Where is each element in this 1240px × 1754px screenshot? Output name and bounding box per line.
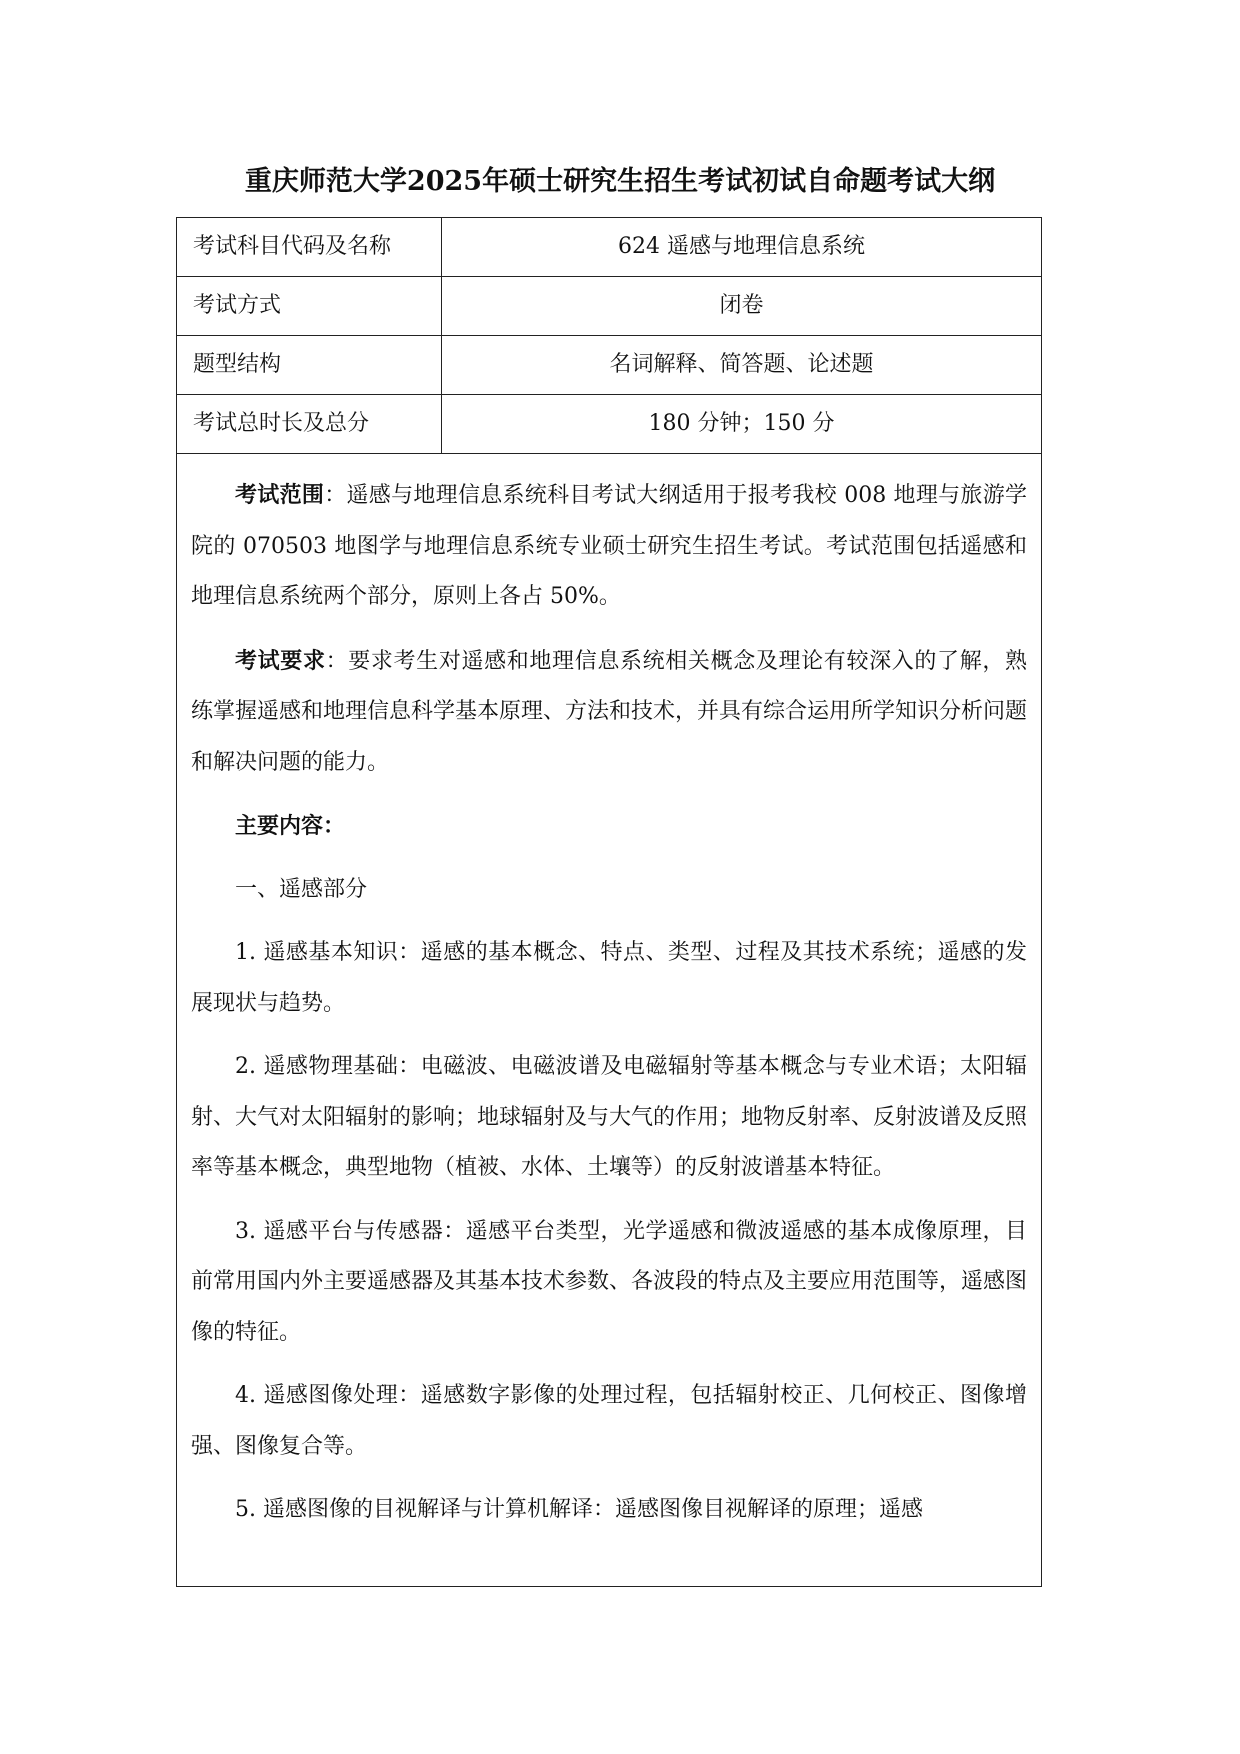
- list-item: 5. 遥感图像的目视解译与计算机解译：遥感图像目视解译的原理；遥感: [235, 1497, 923, 1522]
- row-label: 题型结构: [177, 336, 442, 395]
- table-row: [177, 277, 1041, 336]
- scope-label: 考试范围: [235, 482, 325, 508]
- exam-info-table: [177, 218, 1041, 454]
- table-row: [177, 218, 1041, 277]
- document-title: 重庆师范大学2025年硕士研究生招生考试初试自命题考试大纲: [244, 166, 996, 197]
- list-item: 3. 遥感平台与传感器：遥感平台类型，光学遥感和微波遥感的基本成像原理，目前常用国内外主要遥感器及其基本技术参数、各波段的特点及主要应用范围等，遥感图像的特征。: [191, 1218, 1028, 1345]
- scope-paragraph: [191, 470, 1027, 623]
- row-value: 624 遥感与地理信息系统: [442, 218, 1042, 277]
- row-value: 名词解释、简答题、论述题: [442, 336, 1042, 395]
- list-item: 4. 遥感图像处理：遥感数字影像的处理过程，包括辐射校正、几何校正、图像增强、图像复合等。: [191, 1383, 1027, 1459]
- row-value: 闭卷: [442, 277, 1042, 336]
- requirement-label: 考试要求: [235, 647, 326, 674]
- scope-text: ：遥感与地理信息系统科目考试大纲适用于报考我校 008 地理与旅游学院的 070503 地图学与地理信息系统专业硕士研究生招生考试。考试范围包括遥感和地理信息系统两个部分，原则上各占 50%。: [191, 483, 1027, 609]
- table-row: [177, 395, 1041, 454]
- list-item: 1. 遥感基本知识：遥感的基本概念、特点、类型、过程及其技术系统；遥感的发展现状与趋势。: [191, 940, 1027, 1016]
- syllabus-frame: [176, 217, 1042, 1587]
- list-item: 2. 遥感物理基础：电磁波、电磁波谱及电磁辐射等基本概念与专业术语；太阳辐射、大气对太阳辐射的影响；地球辐射及与大气的作用；地物反射率、反射波谱及反照率等基本概念，典型地物（植被、水体、土壤等）的反射波谱基本特征。: [191, 1054, 1028, 1180]
- section-heading: 一、遥感部分: [235, 876, 368, 902]
- requirement-paragraph: [191, 636, 1027, 789]
- row-label: 考试方式: [177, 277, 442, 336]
- table-row: [177, 336, 1041, 395]
- row-label: 考试总时长及总分: [177, 395, 442, 454]
- syllabus-body: [177, 454, 1041, 1536]
- row-value: 180 分钟；150 分: [442, 395, 1042, 454]
- requirement-text: ：要求考生对遥感和地理信息系统相关概念及理论有较深入的了解，熟练掌握遥感和地理信息科学基本原理、方法和技术，并具有综合运用所学知识分析问题和解决问题的能力。: [191, 648, 1028, 775]
- main-content-heading: 主要内容：: [235, 813, 346, 839]
- row-label: 考试科目代码及名称: [177, 218, 442, 277]
